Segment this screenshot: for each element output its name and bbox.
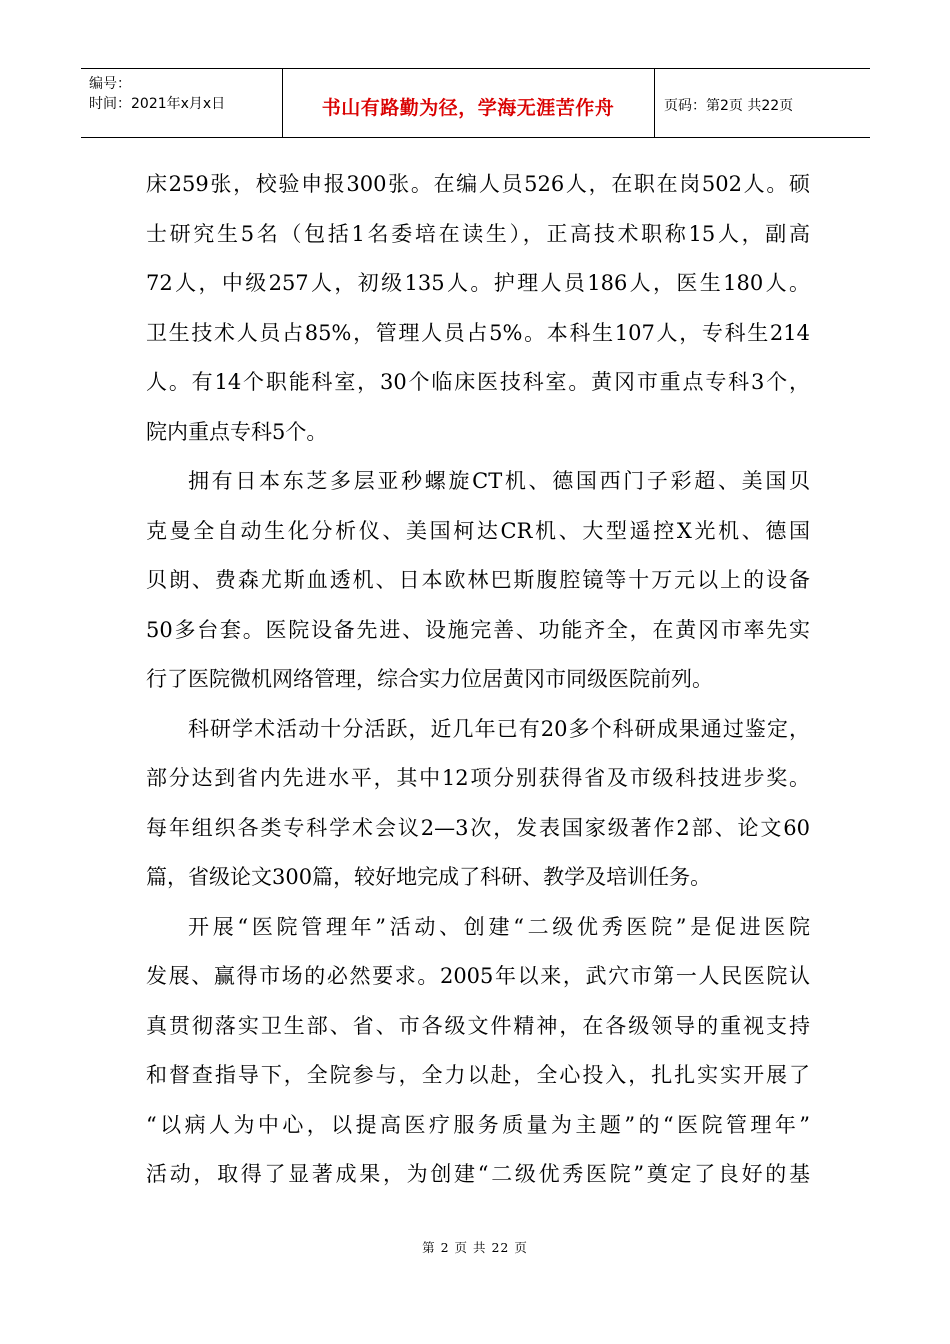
- header-motto: 书山有路勤为径，学海无涯苦作舟: [321, 97, 615, 119]
- header-page-cell: [654, 69, 870, 137]
- page-header: [81, 68, 870, 138]
- header-meta-cell: [81, 69, 283, 137]
- paragraph: [146, 457, 810, 705]
- document-number-label: 编号：: [89, 76, 131, 92]
- paragraph-line: 部分达到省内先进水平，其中12项分别获得省及市级科技进步奖。: [146, 766, 810, 790]
- header-motto-cell: [282, 69, 655, 137]
- document-date-label: 时间：2021年x月x日: [89, 96, 226, 112]
- paragraph: [146, 160, 810, 457]
- paragraph-line: 篇，省级论文300篇，较好地完成了科研、教学及培训任务。: [146, 865, 712, 889]
- document-body: [146, 160, 810, 1200]
- paragraph-line: 贝朗、费森尤斯血透机、日本欧林巴斯腹腔镜等十万元以上的设备: [146, 568, 810, 592]
- paragraph-line: “以病人为中心，以提高医疗服务质量为主题”的“医院管理年”: [146, 1112, 810, 1137]
- paragraph-line: 卫生技术人员占85%，管理人员占5%。本科生107人，专科生214: [146, 320, 810, 345]
- paragraph-line: 真贯彻落实卫生部、省、市各级文件精神，在各级领导的重视支持: [146, 1013, 810, 1038]
- paragraph: [146, 705, 810, 903]
- paragraph-line: 每年组织各类专科学术会议2—3次，发表国家级著作2部、论文60: [146, 815, 810, 840]
- paragraph-line: 人。有14个职能科室，30个临床医技科室。黄冈市重点专科3个，: [146, 370, 810, 394]
- paragraph-line: 床259张，校验申报300张。在编人员526人，在职在岗502人。硕: [146, 172, 810, 196]
- paragraph-line: 开展“医院管理年”活动、创建“二级优秀医院”是促进医院: [188, 914, 810, 939]
- paragraph-line: 院内重点专科5个。: [146, 419, 328, 444]
- paragraph-line: 行了医院微机网络管理，综合实力位居黄冈市同级医院前列。: [146, 667, 713, 691]
- paragraph-line: 发展、赢得市场的必然要求。2005年以来，武穴市第一人民医院认: [146, 964, 810, 988]
- paragraph-line: 和督查指导下，全院参与，全力以赴，全心投入，扎扎实实开展了: [146, 1063, 810, 1087]
- paragraph-line: 50多台套。医院设备先进、设施完善、功能齐全，在黄冈市率先实: [146, 617, 810, 642]
- header-page-info: 页码：第2页 共22页: [664, 98, 794, 114]
- paragraph-line: 克曼全自动生化分析仪、美国柯达CR机、大型遥控X光机、德国: [146, 518, 810, 543]
- paragraph-line: 士研究生5名（包括1名委培在读生），正高技术职称15人，副高: [146, 221, 810, 246]
- paragraph-line: 拥有日本东芝多层亚秒螺旋CT机、德国西门子彩超、美国贝: [188, 469, 810, 493]
- paragraph-line: 72人，中级257人，初级135人。护理人员186人，医生180人。: [146, 271, 810, 295]
- paragraph: [146, 903, 810, 1200]
- paragraph-line: 科研学术活动十分活跃，近几年已有20多个科研成果通过鉴定，: [188, 716, 810, 741]
- page-footer: 第 2 页 共 22 页: [422, 1240, 528, 1255]
- paragraph-line: 活动，取得了显著成果，为创建“二级优秀医院”奠定了良好的基: [146, 1162, 810, 1186]
